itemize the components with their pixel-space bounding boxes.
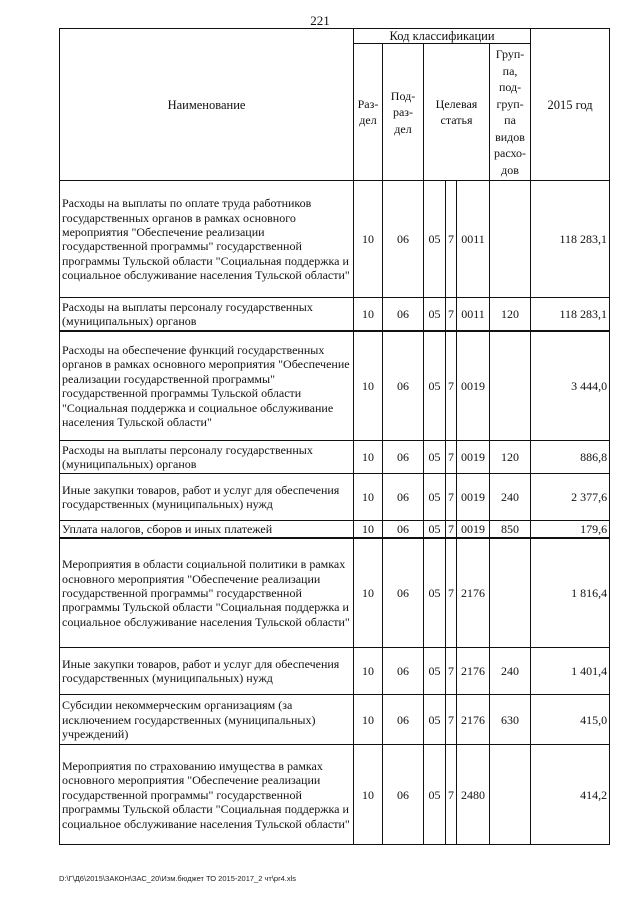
row-target-2: 7 — [446, 745, 457, 845]
row-target-3: 0019 — [457, 331, 490, 441]
header-code-classification: Код классификации — [354, 29, 531, 44]
row-expense-type — [490, 538, 531, 648]
row-name: Расходы на выплаты по оплате труда работников государственных органов в рамках основного мероприятия "Обеспечение реализации государственной программы" государственной программы Тульской области "Социальная поддержка и социальное обслуживание населения Тульской области" — [60, 181, 354, 298]
row-target-1: 05 — [424, 441, 446, 474]
row-expense-type: 240 — [490, 474, 531, 521]
row-name: Мероприятия в области социальной политики в рамках основного мероприятия "Обеспечение реализации государственной программы" государственной программы Тульской области "Социальная поддержка и социальное обслуживание населения Тульской области" — [60, 538, 354, 648]
footer-file-path: D:\Г\Д6\2015\ЗАКОН\ЗАС_20\Изм.бюджет ТО 2015-2017_2 чт\pr4.xls — [59, 874, 296, 883]
row-target-3: 0011 — [457, 298, 490, 331]
row-expense-type: 120 — [490, 441, 531, 474]
row-razdel: 10 — [354, 745, 383, 845]
table-row — [60, 441, 610, 474]
table-row — [60, 181, 610, 298]
row-target-1: 05 — [424, 538, 446, 648]
row-expense-type: 120 — [490, 298, 531, 331]
row-expense-type — [490, 181, 531, 298]
row-target-3: 2176 — [457, 648, 490, 695]
row-podrazdel: 06 — [383, 441, 424, 474]
row-target-3: 2480 — [457, 745, 490, 845]
header-razdel: Раз- дел — [354, 44, 383, 181]
table-row — [60, 745, 610, 845]
row-podrazdel: 06 — [383, 298, 424, 331]
row-target-1: 05 — [424, 521, 446, 538]
row-amount: 1 816,4 — [531, 538, 610, 648]
row-target-1: 05 — [424, 695, 446, 745]
table-row — [60, 521, 610, 538]
row-podrazdel: 06 — [383, 181, 424, 298]
row-razdel: 10 — [354, 181, 383, 298]
row-razdel: 10 — [354, 441, 383, 474]
row-expense-type: 240 — [490, 648, 531, 695]
row-amount: 3 444,0 — [531, 331, 610, 441]
row-razdel: 10 — [354, 521, 383, 538]
row-target-2: 7 — [446, 695, 457, 745]
row-amount: 118 283,1 — [531, 181, 610, 298]
row-amount: 414,2 — [531, 745, 610, 845]
header-podrazdel: Под- раз- дел — [383, 44, 424, 181]
row-podrazdel: 06 — [383, 648, 424, 695]
row-podrazdel: 06 — [383, 331, 424, 441]
table-row — [60, 538, 610, 648]
row-target-2: 7 — [446, 648, 457, 695]
row-razdel: 10 — [354, 331, 383, 441]
row-target-3: 0011 — [457, 181, 490, 298]
table-row — [60, 648, 610, 695]
header-expense-type: Груп- па, под- груп- па видов расхо- дов — [490, 44, 531, 181]
row-target-2: 7 — [446, 298, 457, 331]
row-razdel: 10 — [354, 695, 383, 745]
table-row — [60, 474, 610, 521]
row-target-1: 05 — [424, 474, 446, 521]
row-podrazdel: 06 — [383, 521, 424, 538]
row-name: Иные закупки товаров, работ и услуг для обеспечения государственных (муниципальных) нужд — [60, 474, 354, 521]
row-name: Субсидии некоммерческим организациям (за исключением государственных (муниципальных) учреждений) — [60, 695, 354, 745]
row-target-3: 2176 — [457, 695, 490, 745]
page-number: 221 — [310, 13, 330, 28]
row-name: Расходы на выплаты персоналу государственных (муниципальных) органов — [60, 298, 354, 331]
row-expense-type — [490, 745, 531, 845]
table-body — [60, 181, 610, 845]
row-target-1: 05 — [424, 648, 446, 695]
row-target-2: 7 — [446, 331, 457, 441]
table-row — [60, 298, 610, 331]
row-amount: 415,0 — [531, 695, 610, 745]
table-row — [60, 331, 610, 441]
row-target-2: 7 — [446, 181, 457, 298]
row-name: Иные закупки товаров, работ и услуг для обеспечения государственных (муниципальных) нужд — [60, 648, 354, 695]
table-header — [60, 29, 610, 181]
row-razdel: 10 — [354, 648, 383, 695]
row-target-1: 05 — [424, 298, 446, 331]
row-target-3: 0019 — [457, 441, 490, 474]
row-amount: 179,6 — [531, 521, 610, 538]
row-name: Расходы на выплаты персоналу государственных (муниципальных) органов — [60, 441, 354, 474]
row-razdel: 10 — [354, 474, 383, 521]
row-podrazdel: 06 — [383, 695, 424, 745]
row-razdel: 10 — [354, 298, 383, 331]
row-target-3: 0019 — [457, 474, 490, 521]
row-amount: 2 377,6 — [531, 474, 610, 521]
row-target-2: 7 — [446, 538, 457, 648]
row-podrazdel: 06 — [383, 538, 424, 648]
row-target-3: 0019 — [457, 521, 490, 538]
row-name: Расходы на обеспечение функций государственных органов в рамках основного мероприятия "Обеспечение реализации государственной программы" государственной программы Тульской области "Социальная поддержка и социальное обслуживание населения Тульской области" — [60, 331, 354, 441]
row-amount: 886,8 — [531, 441, 610, 474]
header-year: 2015 год — [531, 29, 610, 181]
row-target-3: 2176 — [457, 538, 490, 648]
row-expense-type: 850 — [490, 521, 531, 538]
row-name: Мероприятия по страхованию имущества в рамках основного мероприятия "Обеспечение реализации государственной программы" государственной программы Тульской области "Социальная поддержка и социальное обслуживание населения Тульской области" — [60, 745, 354, 845]
row-expense-type — [490, 331, 531, 441]
row-target-2: 7 — [446, 521, 457, 538]
row-target-2: 7 — [446, 441, 457, 474]
header-target-article: Целевая статья — [424, 44, 490, 181]
row-target-1: 05 — [424, 745, 446, 845]
row-target-1: 05 — [424, 181, 446, 298]
row-amount: 118 283,1 — [531, 298, 610, 331]
row-podrazdel: 06 — [383, 745, 424, 845]
header-name: Наименование — [60, 29, 354, 181]
row-amount: 1 401,4 — [531, 648, 610, 695]
row-target-1: 05 — [424, 331, 446, 441]
row-razdel: 10 — [354, 538, 383, 648]
row-podrazdel: 06 — [383, 474, 424, 521]
budget-table — [59, 28, 610, 845]
row-target-2: 7 — [446, 474, 457, 521]
table-row — [60, 695, 610, 745]
row-name: Уплата налогов, сборов и иных платежей — [60, 521, 354, 538]
row-expense-type: 630 — [490, 695, 531, 745]
